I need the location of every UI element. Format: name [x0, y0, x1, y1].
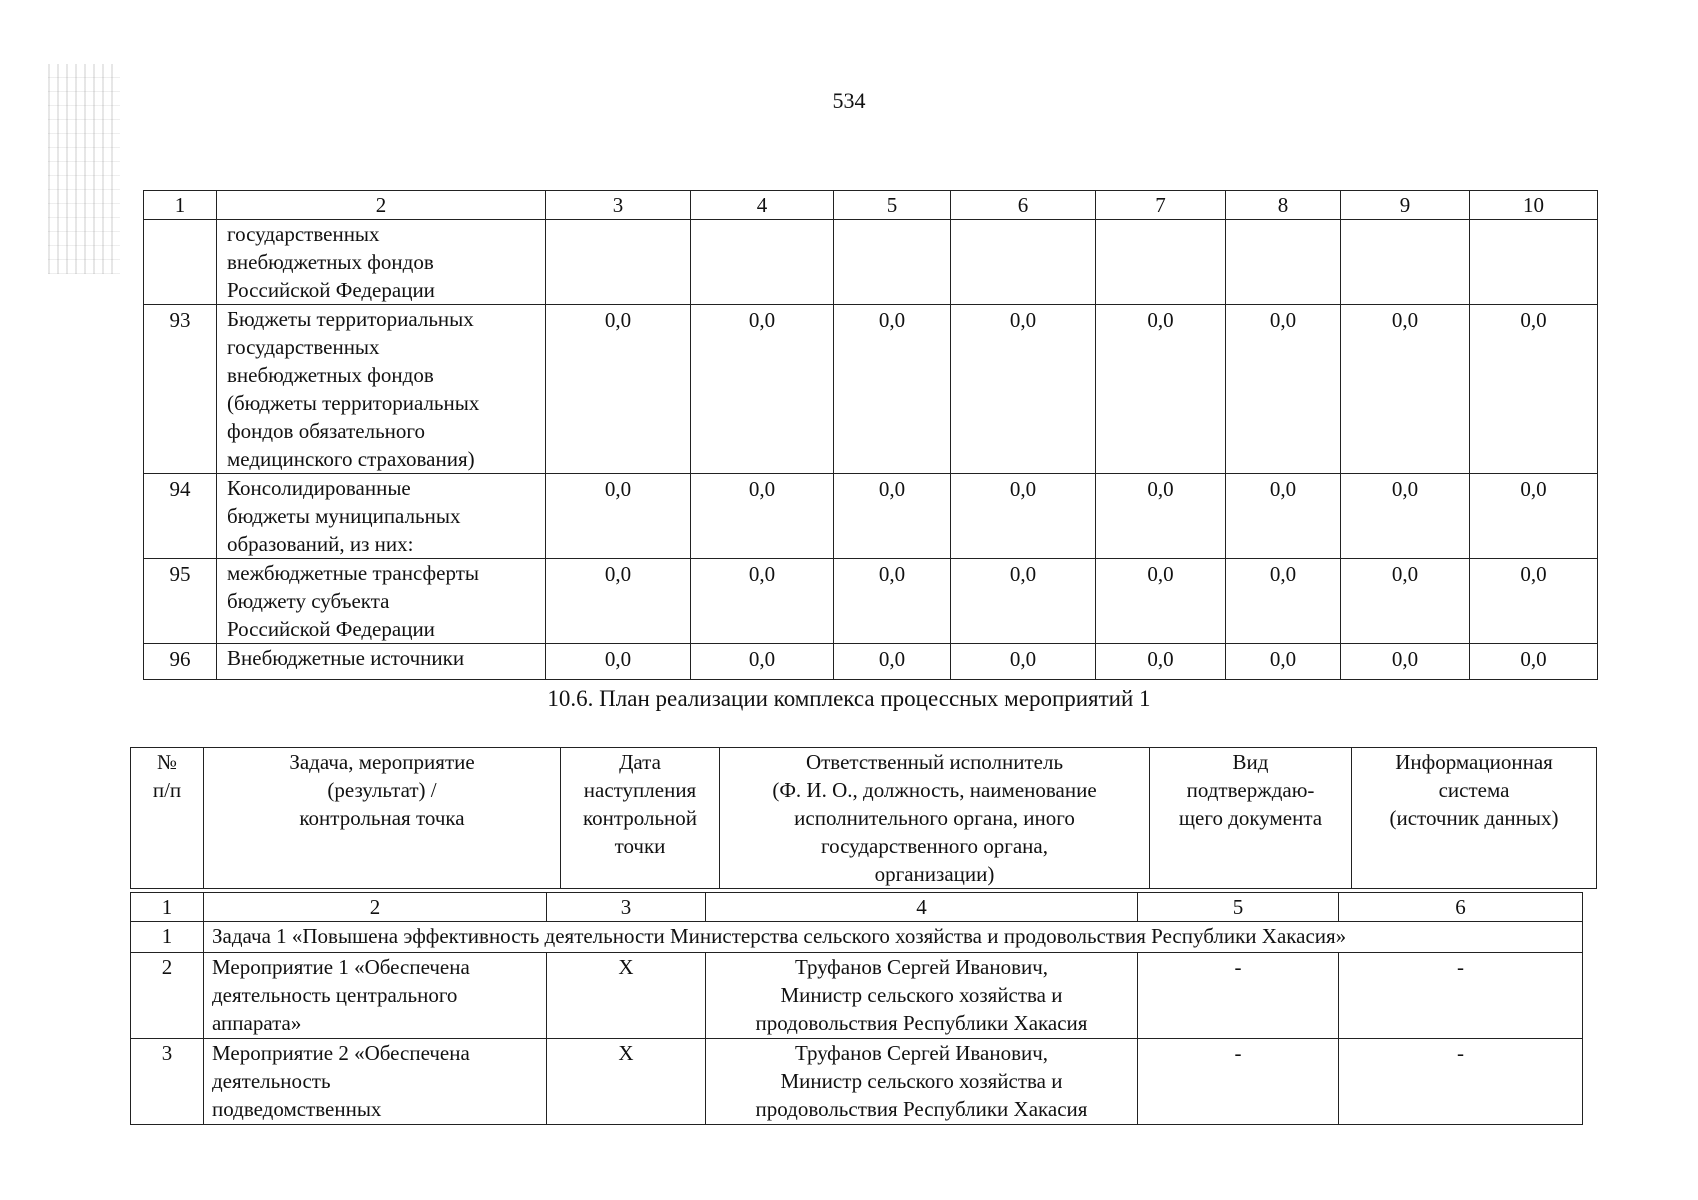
budget-table [143, 190, 1598, 680]
row-value: 0,0 [834, 305, 951, 474]
task-text: Задача 1 «Повышена эффективность деятельности Министерства сельского хозяйства и продовольствия Республики Хакасия» [204, 922, 1583, 953]
row-value: 0,0 [1226, 644, 1341, 680]
plan-row-name: Мероприятие 1 «Обеспечена деятельность центрального аппарата» [204, 953, 547, 1039]
row-value: 0,0 [1096, 474, 1226, 559]
row-value: 0,0 [691, 559, 834, 644]
row-value: 0,0 [546, 644, 691, 680]
row-value: 0,0 [1470, 559, 1598, 644]
row-value [1470, 220, 1598, 305]
column-number: 2 [217, 191, 546, 220]
plan-column-number: 4 [706, 893, 1138, 922]
row-value: 0,0 [951, 559, 1096, 644]
column-number: 4 [691, 191, 834, 220]
plan-column-number: 3 [547, 893, 706, 922]
table-row [144, 474, 1598, 559]
plan-column-number-row [131, 893, 1583, 922]
row-value: 0,0 [1470, 474, 1598, 559]
row-number: 94 [144, 474, 217, 559]
plan-column-header: Задача, мероприятие (результат) / контрольная точка [204, 748, 561, 889]
row-number: 93 [144, 305, 217, 474]
row-value: 0,0 [1470, 305, 1598, 474]
row-value: 0,0 [546, 474, 691, 559]
row-value: 0,0 [951, 474, 1096, 559]
plan-header-row [131, 748, 1597, 889]
table-row [144, 220, 1598, 305]
row-value: 0,0 [1470, 644, 1598, 680]
page-number: 534 [832, 88, 866, 113]
task-row [131, 922, 1583, 953]
column-number: 5 [834, 191, 951, 220]
row-value [546, 220, 691, 305]
row-name: государственных внебюджетных фондов Российской Федерации [217, 220, 546, 305]
row-name: Консолидированные бюджеты муниципальных образований, из них: [217, 474, 546, 559]
row-value [951, 220, 1096, 305]
row-name: межбюджетные трансферты бюджету субъекта Российской Федерации [217, 559, 546, 644]
row-name: Бюджеты территориальных государственных внебюджетных фондов (бюджеты территориальных фондов обязательного медицинского страхования) [217, 305, 546, 474]
plan-column-number: 1 [131, 893, 204, 922]
plan-row-document: - [1138, 953, 1339, 1039]
plan-row-number: 3 [131, 1039, 204, 1125]
row-value: 0,0 [691, 305, 834, 474]
column-number: 8 [1226, 191, 1341, 220]
row-value [834, 220, 951, 305]
plan-column-header: № п/п [131, 748, 204, 889]
plan-column-header: Ответственный исполнитель (Ф. И. О., должность, наименование исполнительного органа, иного государственного органа, организации) [720, 748, 1150, 889]
plan-row [131, 953, 1583, 1039]
table-row [144, 559, 1598, 644]
plan-row-name: Мероприятие 2 «Обеспечена деятельность подведомственных [204, 1039, 547, 1125]
table-row [144, 644, 1598, 680]
plan-row-date: Х [547, 1039, 706, 1125]
task-number: 1 [131, 922, 204, 953]
table-header-row [144, 191, 1598, 220]
row-name: Внебюджетные источники [217, 644, 546, 680]
row-value: 0,0 [951, 644, 1096, 680]
row-value [691, 220, 834, 305]
row-value: 0,0 [1096, 559, 1226, 644]
row-value [1226, 220, 1341, 305]
plan-header-table [130, 747, 1597, 889]
plan-row-system: - [1339, 1039, 1583, 1125]
row-number [144, 220, 217, 305]
row-value: 0,0 [1341, 559, 1470, 644]
row-value: 0,0 [1341, 305, 1470, 474]
row-value [1096, 220, 1226, 305]
column-number: 9 [1341, 191, 1470, 220]
column-number: 3 [546, 191, 691, 220]
table-row [144, 305, 1598, 474]
plan-row [131, 1039, 1583, 1125]
plan-column-number: 5 [1138, 893, 1339, 922]
plan-column-header: Информационная система (источник данных) [1352, 748, 1597, 889]
plan-row-system: - [1339, 953, 1583, 1039]
row-value: 0,0 [546, 559, 691, 644]
row-value: 0,0 [1226, 474, 1341, 559]
row-value: 0,0 [1226, 305, 1341, 474]
plan-row-number: 2 [131, 953, 204, 1039]
row-value: 0,0 [834, 644, 951, 680]
row-value: 0,0 [691, 474, 834, 559]
plan-column-header: Дата наступления контрольной точки [561, 748, 720, 889]
row-value: 0,0 [834, 474, 951, 559]
plan-column-header: Вид подтверждаю- щего документа [1150, 748, 1352, 889]
row-number: 96 [144, 644, 217, 680]
row-value: 0,0 [546, 305, 691, 474]
plan-row-responsible: Труфанов Сергей Иванович, Министр сельского хозяйства и продовольствия Республики Хакасия [706, 1039, 1138, 1125]
plan-column-number: 6 [1339, 893, 1583, 922]
plan-row-responsible: Труфанов Сергей Иванович, Министр сельского хозяйства и продовольствия Республики Хакасия [706, 953, 1138, 1039]
column-number: 6 [951, 191, 1096, 220]
row-value: 0,0 [951, 305, 1096, 474]
row-number: 95 [144, 559, 217, 644]
plan-row-document: - [1138, 1039, 1339, 1125]
column-number: 10 [1470, 191, 1598, 220]
plan-row-date: Х [547, 953, 706, 1039]
section-title: 10.6. План реализации комплекса процессных мероприятий 1 [547, 686, 1151, 711]
row-value: 0,0 [1096, 644, 1226, 680]
row-value: 0,0 [691, 644, 834, 680]
row-value: 0,0 [1226, 559, 1341, 644]
row-value: 0,0 [1096, 305, 1226, 474]
plan-body-table [130, 892, 1583, 1125]
row-value: 0,0 [834, 559, 951, 644]
row-value: 0,0 [1341, 644, 1470, 680]
column-number: 1 [144, 191, 217, 220]
row-value: 0,0 [1341, 474, 1470, 559]
column-number: 7 [1096, 191, 1226, 220]
row-value [1341, 220, 1470, 305]
plan-column-number: 2 [204, 893, 547, 922]
